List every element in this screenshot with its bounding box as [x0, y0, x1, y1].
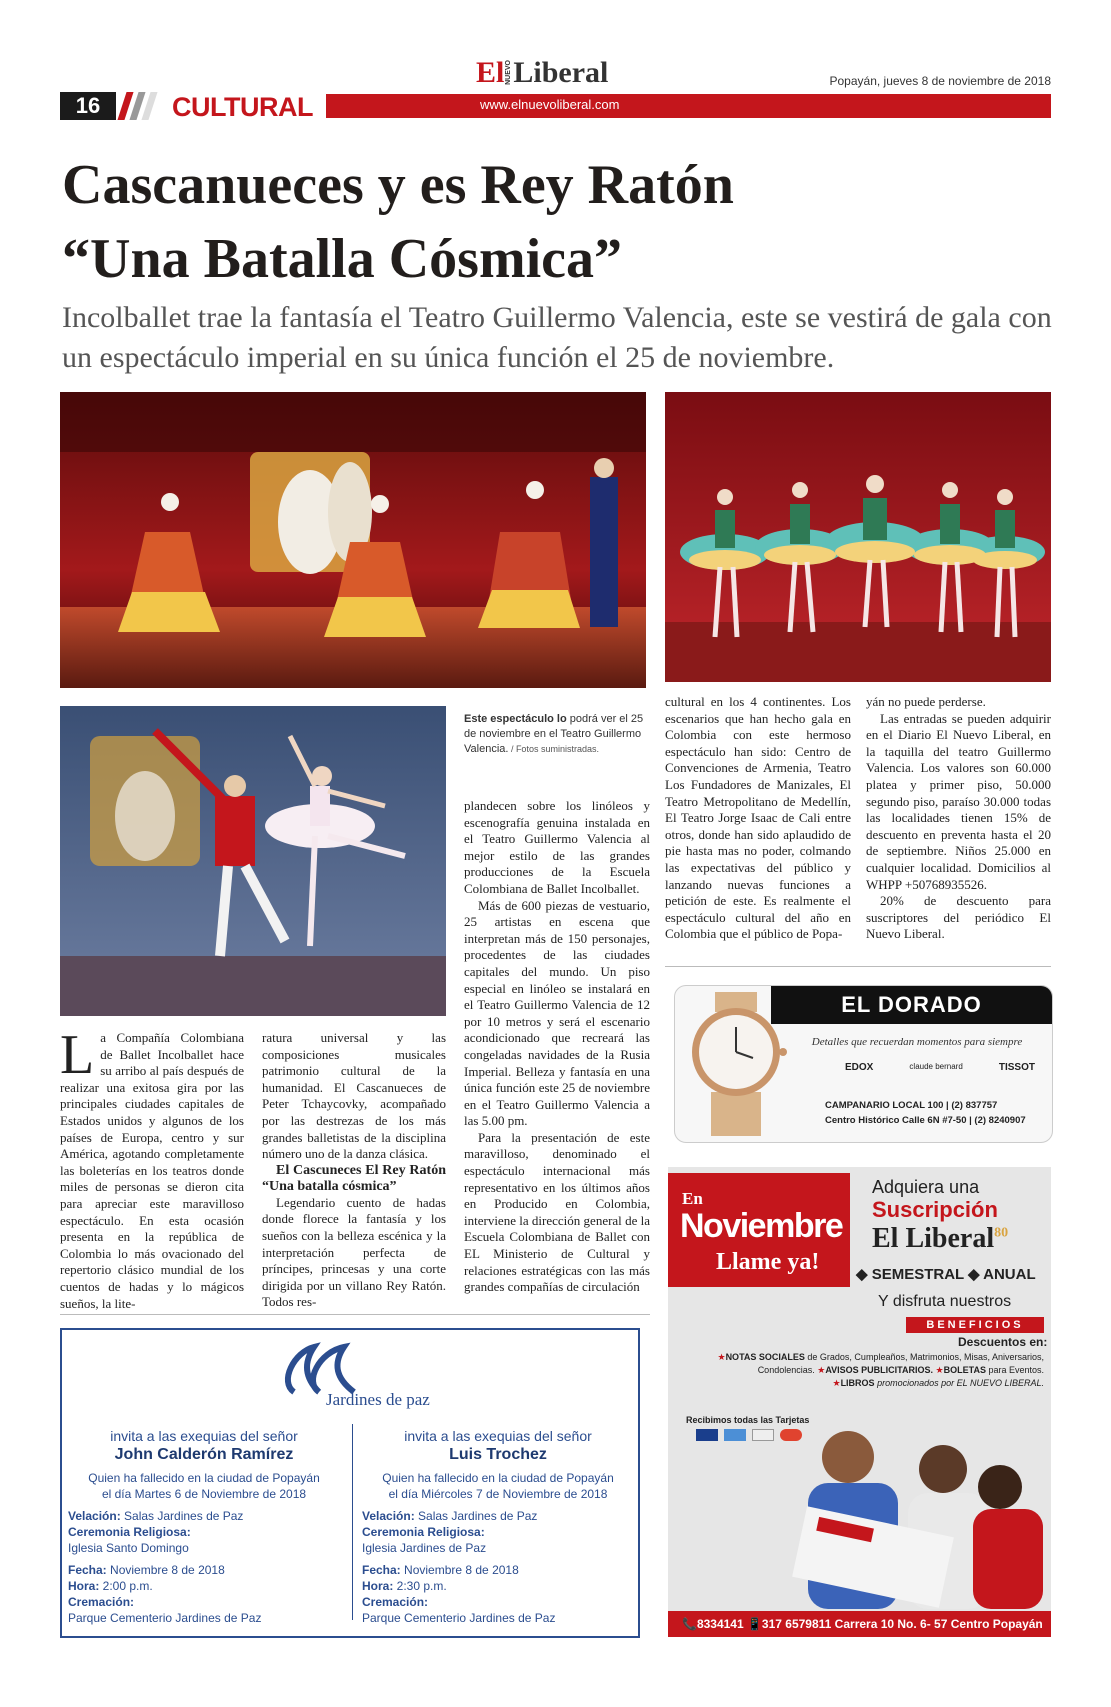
promo-block	[668, 1173, 850, 1287]
fecha-value: Noviembre 8 de 2018	[106, 1563, 225, 1577]
cremacion-value: Parque Cementerio Jardines de Paz	[362, 1611, 556, 1625]
ad-el-dorado[interactable]	[674, 985, 1053, 1143]
article-column-2	[262, 1030, 446, 1311]
velacion-label: Velación:	[68, 1509, 121, 1523]
subscription-logo	[872, 1223, 1008, 1255]
caption-text: podrá ver el 25 de noviembre en el Teatro Guillermo Valencia.	[464, 713, 644, 755]
obituary-left	[68, 1428, 340, 1626]
ballet-photo-spanish-dance[interactable]	[60, 392, 646, 688]
star-icon: ★	[717, 1352, 726, 1362]
dorado-local: CAMPANARIO LOCAL 100 | (2) 837757	[825, 1100, 998, 1111]
benefit-4: LIBROS	[840, 1378, 875, 1388]
ceremonia-value: Iglesia Jardines de Paz	[362, 1541, 487, 1555]
fecha-value: Noviembre 8 de 2018	[400, 1563, 519, 1577]
cremacion-value: Parque Cementerio Jardines de Paz	[68, 1611, 262, 1625]
hora-line	[362, 1578, 634, 1594]
brand-edox: EDOX	[845, 1062, 874, 1073]
benefit-1: NOTAS SOCIALES	[725, 1352, 805, 1362]
page-number: 16	[60, 92, 116, 120]
deceased-name: John Calderón Ramírez	[114, 1446, 294, 1463]
caption-bold: Este espectáculo lo	[464, 713, 567, 725]
drop-cap: L	[60, 1024, 95, 1086]
photo-illustration	[60, 392, 646, 688]
benefit-4-detail: promocionados por EL NUEVO LIBERAL.	[874, 1378, 1044, 1388]
option-semestral[interactable]: ◆ SEMESTRAL	[856, 1266, 965, 1283]
fecha-label: Fecha:	[68, 1563, 107, 1577]
benefit-1-detail: de Grados, Cumpleaños, Matrimonios, Misas, Aniversarios, Condolencias.	[757, 1352, 1044, 1375]
promo-noviembre: Noviembre	[680, 1207, 843, 1245]
star-icon: ★	[832, 1378, 841, 1388]
ballet-photo-tutu-ensemble[interactable]	[665, 392, 1051, 682]
col1-text: a Compañía Colombiana de Ballet Incolballet hace su arribo al país después de realizar una exitosa gira por las principales ciudades capitales de Estados unidos y algunos de los países de Europa, centro y sur América, agotando completamente las boleterías en los teatros donde miles de personas se dieron cita para apreciar este maravilloso espectáculo. En esta ocasión presenta en la república de Colombia lo más ovacionado del repertorio clásico mundial de los cuentos de hadas y lo mágicos sueños, la lite-	[60, 1030, 244, 1311]
col3-p1: plandecen sobre los linóleos y escenografía genuina instalada en el Teatro Guillermo Valencia al mejor estilo de las grandes producciones de la Escuela Colombiana de Ballet Incolballet.	[464, 798, 650, 896]
dorado-brand-name: EL DORADO	[771, 986, 1052, 1024]
visa-card-icon	[696, 1429, 718, 1441]
article-column-1	[60, 1024, 244, 1312]
watch-brands	[845, 1062, 1035, 1073]
died-line-1: Quien ha fallecido en la ciudad de Popayán	[88, 1471, 320, 1485]
article-title	[62, 148, 1062, 296]
hora-value: 2:00 p.m.	[99, 1579, 153, 1593]
benefit-2: AVISOS PUBLICITARIOS.	[825, 1365, 934, 1375]
fecha-line	[68, 1562, 340, 1578]
fecha-label: Fecha:	[362, 1563, 401, 1577]
obituary-notice	[60, 1328, 640, 1638]
deceased-name: Luis Trochez	[449, 1446, 547, 1463]
benefit-3-detail: para Eventos.	[985, 1365, 1044, 1375]
ballet-photo-pas-de-deux[interactable]	[60, 706, 446, 1016]
option-anual[interactable]: ◆ ANUAL	[968, 1266, 1036, 1283]
ad-subscription[interactable]	[668, 1167, 1051, 1637]
velacion-value: Salas Jardines de Paz	[414, 1509, 538, 1523]
header-red-bar	[326, 94, 1051, 118]
photo-illustration	[60, 706, 446, 1016]
col3-p3: Para la presentación de este maravilloso, denominado el espectáculo internacional más representativo en los últimos años en Producido en Colombia, interviene la dirección general de la Escuela Colombiana de Ballet con EL Ministerio de Cultural y relaciones estratégicas con las más grandes compañías de circulación	[464, 1129, 650, 1295]
suscripcion-text: Suscripción	[872, 1197, 998, 1222]
disfruta-text: Y disfruta nuestros	[878, 1293, 1012, 1310]
col5-p3: 20% de descuento para suscriptores del periódico El Nuevo Liberal.	[866, 893, 1051, 942]
promo-llame: Llame ya!	[716, 1249, 820, 1275]
newspaper-logo[interactable]	[476, 58, 608, 88]
col4-text: cultural en los 4 continentes. Los escenarios que han hecho gala en Colombia con este hermoso espectáculo han sido: Centro de Convenciones de Armenia, Teatro Los Fundadores de Manizales, El Teatro Metropolitano de Medellín, El Teatro Jorge Isaac de Cali entre otros, donde han sido aplaudido de pie hasta mas no poder, colmando las expectativas del público y lanzando nuevas funciones a petición de este. Es realmente el espectáculo cultural del año en Colombia que el público de Popa-	[665, 694, 851, 942]
star-icon: ★	[817, 1365, 826, 1375]
issue-date: Popayán, jueves 8 de noviembre de 2018	[829, 74, 1051, 88]
dorado-address: Centro Histórico Calle 6N #7-50 | (2) 8240907	[825, 1115, 1026, 1126]
brand-claude-bernard: claude bernard	[909, 1062, 963, 1071]
jardines-brand: Jardines de paz	[326, 1390, 430, 1409]
invite-text: invita a las exequias del señor	[110, 1428, 298, 1444]
article-deck: Incolballet trae la fantasía el Teatro Guillermo Valencia, este se vestirá de gala con un espectáculo imperial en su única función el 25 de noviembre.	[62, 301, 1052, 374]
caption-credit: / Fotos suministradas.	[508, 744, 599, 754]
col2-p2: Legendario cuento de hadas donde florece la fantasía y los sueños con la belleza escénica y la interpretación perfecta de príncipes, princesas y una corte dirigida por un villano Rey Ratón. Todos res-	[262, 1194, 446, 1310]
promo-en: En	[682, 1189, 703, 1208]
cremacion-label: Cremación:	[362, 1595, 429, 1609]
ceremonia-value: Iglesia Santo Domingo	[68, 1541, 189, 1555]
col3-p2: Más de 600 piezas de vestuario, 25 artistas en escena que interpretan más de 150 personajes, procedentes de las ciudades capitales del mundo. Un piso especial en linóleo se instalará en el Teatro Guillermo Valencia de 12 por 10 metros y será el escenario acondicionado que recreará las congeladas navidades de la Rusia Imperial. Belleza y fantasía en una única función este 25 de noviembre en el Teatro Guillermo Valencia a las 5.00 pm.	[464, 897, 650, 1129]
velacion-line	[68, 1508, 340, 1524]
died-line-2: el día Miércoles 7 de Noviembre de 2018	[388, 1487, 608, 1501]
obituary-divider	[352, 1424, 353, 1620]
beneficios-banner: BENEFICIOS	[906, 1317, 1044, 1333]
photo-caption	[464, 712, 650, 757]
site-url[interactable]: www.elnuevoliberal.com	[480, 97, 620, 112]
family-reading-photo	[728, 1417, 1048, 1609]
invite-text: invita a las exequias del señor	[404, 1428, 592, 1444]
photo-illustration	[665, 392, 1051, 682]
descuentos-label: Descuentos en:	[958, 1335, 1048, 1349]
col2-p1: ratura universal y las composiciones musicales patrimonio cultural de la humanidad. El Cascanueces de Peter Tchaycovky, acompañado por las destrezas de los más grandes balletistas de la disciplina número uno de la danza clásica.	[262, 1030, 446, 1162]
logo-liberal: Liberal	[513, 56, 609, 89]
title-line-1: Cascanueces y es Rey Ratón	[62, 154, 734, 216]
ceremonia-label: Ceremonia Religiosa:	[362, 1525, 485, 1539]
article-column-5	[866, 694, 1051, 943]
adquiera-text: Adquiera una	[872, 1177, 980, 1197]
logo-nuevo: NUEVO	[505, 60, 513, 85]
died-line-2: el día Martes 6 de Noviembre de 2018	[101, 1487, 307, 1501]
hora-value: 2:30 p.m.	[393, 1579, 447, 1593]
section-tab	[118, 92, 326, 120]
star-icon: ★	[935, 1365, 944, 1375]
benefits-list	[698, 1351, 1044, 1390]
article-subhead: El Cascuneces El Rey Ratón “Una batalla cósmica”	[262, 1162, 446, 1194]
fecha-line	[362, 1562, 634, 1578]
article-column-3	[464, 798, 650, 1296]
cremacion-label: Cremación:	[68, 1595, 135, 1609]
logo-years: 80	[994, 1225, 1009, 1241]
section-label: CULTURAL	[172, 92, 313, 122]
article-column-4	[665, 694, 851, 943]
ceremonia-label: Ceremonia Religiosa:	[68, 1525, 191, 1539]
divider	[665, 966, 1051, 967]
contact-bar[interactable]: 📞8334141 📱317 6579811 Carrera 10 No. 6- 57 Centro Popayán	[668, 1611, 1051, 1637]
col5-p2: Las entradas se pueden adquirir en el Diario El Nuevo Liberal, en la taquilla del teatro Guillermo Valencia. Los valores son 60.000 platea y primer piso, 50.000 segundo piso, paraíso 30.000 todas las localidades tienen 15% de descuento en preventa hasta el 20 de septiembre. Niños 25.000 en cualquier localidad. Domicilios al WHPP +50768935526.	[866, 710, 1051, 892]
benefit-3: BOLETAS	[943, 1365, 986, 1375]
velacion-line	[362, 1508, 634, 1524]
jardines-de-paz-logo	[274, 1342, 444, 1414]
dorado-tagline: Detalles que recuerdan momentos para siempre	[811, 1036, 1023, 1048]
divider	[60, 1314, 650, 1315]
velacion-value: Salas Jardines de Paz	[120, 1509, 244, 1523]
logo-el: El	[476, 56, 505, 89]
col5-p1: yán no puede perderse.	[866, 694, 986, 709]
died-line-1: Quien ha fallecido en la ciudad de Popayán	[382, 1471, 614, 1485]
hora-label: Hora:	[68, 1579, 100, 1593]
dorado-contact	[825, 1098, 1049, 1128]
hora-line	[68, 1578, 340, 1594]
obituary-right	[362, 1428, 634, 1626]
velacion-label: Velación:	[362, 1509, 415, 1523]
brand-tissot: TISSOT	[998, 1062, 1035, 1073]
logo-text: El Liberal	[872, 1223, 995, 1254]
cards-label: Recibimos todas las Tarjetas	[686, 1415, 810, 1425]
title-line-2: “Una Batalla Cósmica”	[62, 228, 622, 290]
hora-label: Hora:	[362, 1579, 394, 1593]
